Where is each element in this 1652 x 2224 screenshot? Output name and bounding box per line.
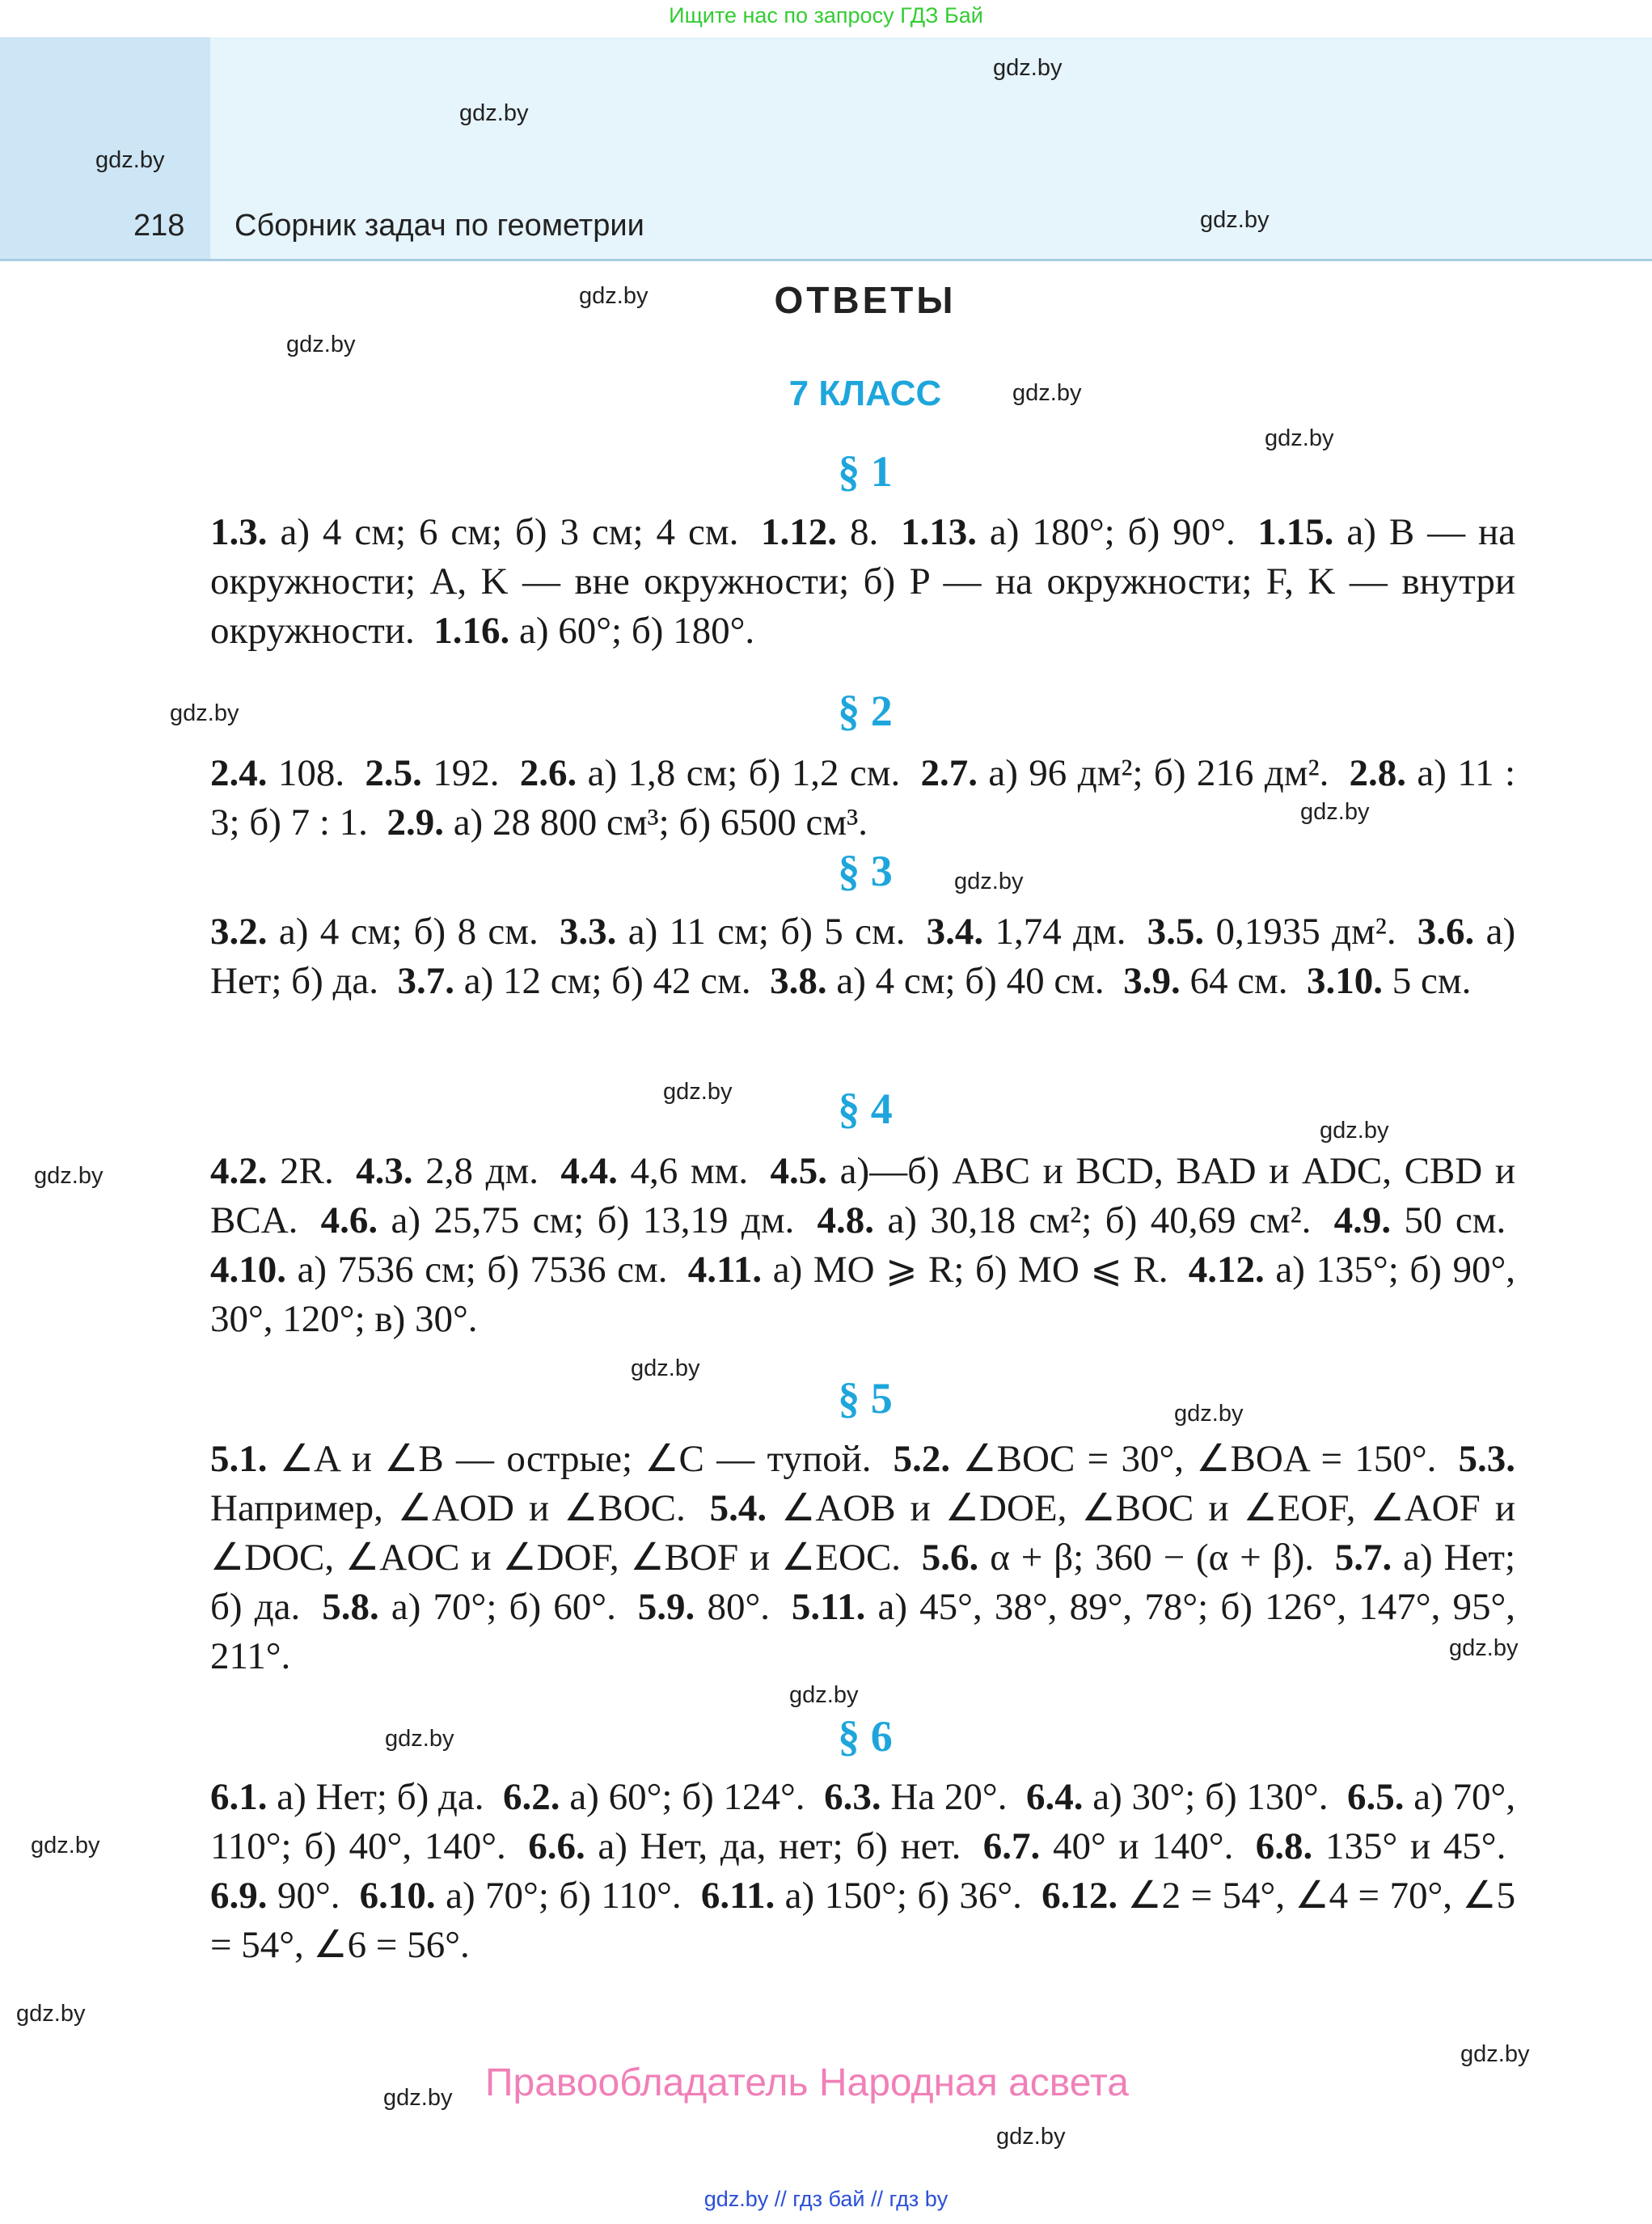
- answer-number: 4.8.: [817, 1199, 874, 1241]
- answer-number: 1.15.: [1257, 511, 1334, 553]
- answer-text: а) Нет; б) да.: [277, 1776, 484, 1818]
- answer-text: а) Нет; б) да.: [210, 1537, 1516, 1628]
- page-number: 218: [133, 209, 185, 243]
- answer-number: 2.9.: [387, 801, 444, 844]
- answer-number: 2.7.: [920, 752, 978, 794]
- answer-text: а) B — на окружности; A, K — вне окружности; б) P — на окружности; F, K — внутри окружности.: [210, 511, 1516, 652]
- answer-text: 64 см.: [1189, 960, 1288, 1002]
- answer-item: [398, 960, 751, 1002]
- answer-item: [210, 911, 539, 953]
- answer-number: 6.10.: [359, 1875, 436, 1917]
- section-heading: § 2: [838, 687, 893, 735]
- answer-number: 4.4.: [560, 1150, 618, 1192]
- answer-text: 0,1935 дм².: [1215, 911, 1396, 953]
- answer-text: а) 12 см; б) 42 см.: [463, 960, 751, 1002]
- answer-text: 192.: [433, 752, 500, 794]
- answer-text: а) 4 см; б) 8 см.: [278, 911, 539, 953]
- watermark: gdz.by: [789, 1682, 859, 1708]
- answer-number: 5.8.: [322, 1586, 379, 1628]
- answer-text: а) 11 см; б) 5 см.: [627, 911, 906, 953]
- watermark: gdz.by: [1320, 1118, 1389, 1144]
- answer-number: 5.7.: [1334, 1537, 1392, 1579]
- answer-item: [210, 1249, 667, 1291]
- answer-text: а) 70°; б) 60°.: [391, 1586, 616, 1628]
- watermark: gdz.by: [993, 55, 1063, 81]
- answer-number: 4.10.: [210, 1249, 286, 1291]
- answer-text: а) Нет; б) да.: [210, 911, 1516, 1002]
- answer-item: [433, 610, 754, 652]
- answer-text: а) 4 см; б) 40 см.: [836, 960, 1105, 1002]
- answer-text: а) 180°; б) 90°.: [989, 511, 1236, 553]
- answer-number: 3.4.: [926, 911, 984, 953]
- answer-number: 4.12.: [1188, 1249, 1265, 1291]
- watermark: gdz.by: [1300, 799, 1370, 825]
- answer-item: [387, 801, 868, 844]
- answer-item: [818, 1199, 1312, 1241]
- answer-item: [920, 752, 1329, 794]
- answer-text: а) 60°; б) 180°.: [518, 610, 755, 652]
- answer-text: 80°.: [707, 1586, 770, 1628]
- section-heading: § 4: [838, 1085, 893, 1133]
- answer-number: 5.2.: [893, 1438, 951, 1480]
- watermark: gdz.by: [34, 1163, 104, 1189]
- answer-text: ∠AOB и ∠DOE, ∠BOC и ∠EOF, ∠AOF и ∠DOC, ∠AOC и ∠DOF, ∠BOF и ∠EOC.: [210, 1487, 1515, 1579]
- answer-number: 6.3.: [824, 1776, 881, 1818]
- answer-number: 6.12.: [1041, 1875, 1118, 1917]
- answer-number: 3.2.: [210, 911, 268, 953]
- answer-item: [210, 1776, 484, 1818]
- answer-item: [922, 1537, 1314, 1579]
- answer-number: 6.9.: [210, 1875, 268, 1917]
- answer-number: 5.1.: [210, 1438, 268, 1480]
- answer-text: а) 30,18 см²; б) 40,69 см².: [887, 1199, 1312, 1241]
- answer-item: [560, 1150, 748, 1192]
- answer-text: 1,74 дм.: [995, 911, 1126, 953]
- answer-item: [528, 1825, 961, 1867]
- answer-number: 6.11.: [700, 1875, 775, 1917]
- answer-number: 4.2.: [210, 1150, 268, 1192]
- answer-number: 5.9.: [637, 1586, 695, 1628]
- answer-number: 5.11.: [791, 1586, 866, 1628]
- section-answers: [210, 1435, 1515, 1681]
- answer-number: 5.3.: [1458, 1438, 1516, 1480]
- answer-number: 4.9.: [1333, 1199, 1392, 1241]
- answer-number: 4.11.: [687, 1249, 763, 1291]
- answer-number: 3.3.: [559, 911, 617, 953]
- answer-text: 8.: [850, 511, 879, 553]
- answer-number: 6.2.: [503, 1776, 560, 1818]
- answer-number: 3.9.: [1123, 960, 1181, 1002]
- answer-number: 1.16.: [433, 610, 510, 652]
- answer-item: [894, 1438, 1437, 1480]
- answer-text: а) 7536 см; б) 7536 см.: [297, 1249, 668, 1291]
- answer-text: а) MO ⩾ R; б) MO ⩽ R.: [772, 1249, 1168, 1291]
- answer-item: [210, 1875, 340, 1917]
- answer-text: 108.: [277, 752, 345, 794]
- answer-number: 6.8.: [1255, 1825, 1313, 1867]
- answer-item: [983, 1825, 1234, 1867]
- watermark: gdz.by: [459, 100, 529, 126]
- answer-text: 50 см.: [1404, 1199, 1506, 1241]
- watermark: gdz.by: [1265, 425, 1334, 451]
- answer-text: 4,6 мм.: [630, 1150, 749, 1192]
- footer-links: gdz.by // гдз бай // гдз by: [703, 2187, 949, 2211]
- answer-item: [560, 911, 906, 953]
- answer-item: [701, 1875, 1022, 1917]
- answer-item: [1334, 1199, 1506, 1241]
- answer-item: [824, 1776, 1007, 1818]
- answer-text: а) 96 дм²; б) 216 дм².: [988, 752, 1329, 794]
- answer-text: ∠2 = 54°, ∠4 = 70°, ∠5 = 54°, ∠6 = 56°.: [210, 1875, 1516, 1966]
- answer-number: 6.6.: [528, 1825, 585, 1867]
- answer-text: 5 см.: [1392, 960, 1472, 1002]
- answer-number: 1.13.: [900, 511, 977, 553]
- answer-text: 40° и 140°.: [1052, 1825, 1234, 1867]
- answer-item: [322, 1586, 616, 1628]
- answer-text: а) 135°; б) 90°, 30°, 120°; в) 30°.: [210, 1249, 1516, 1340]
- running-title: Сборник задач по геометрии: [234, 209, 644, 243]
- answer-item: [1256, 1825, 1506, 1867]
- answer-number: 5.4.: [709, 1487, 767, 1529]
- answer-item: [1307, 960, 1471, 1002]
- answer-number: 2.4.: [210, 752, 268, 794]
- section-heading: § 1: [838, 447, 893, 496]
- answer-text: а) 60°; б) 124°.: [569, 1776, 805, 1818]
- answer-text: а)—б) ABC и BCD, BAD и ADC, CBD и BCA.: [210, 1150, 1516, 1241]
- answer-item: [520, 752, 901, 794]
- watermark: gdz.by: [1460, 2041, 1530, 2067]
- answer-text: Например, ∠AOD и ∠BOC.: [210, 1487, 686, 1529]
- answer-text: 2,8 дм.: [425, 1150, 539, 1192]
- answer-text: а) 11 : 3; б) 7 : 1.: [210, 752, 1516, 844]
- answer-text: ∠BOC = 30°, ∠BOA = 150°.: [962, 1438, 1437, 1480]
- section-answers: [210, 508, 1515, 656]
- answer-number: 6.1.: [210, 1776, 268, 1818]
- answer-number: 6.7.: [982, 1825, 1041, 1867]
- answer-text: α + β; 360 − (α + β).: [990, 1537, 1315, 1579]
- top-banner: Ищите нас по запросу ГДЗ Бай: [669, 3, 983, 27]
- page-title: ОТВЕТЫ: [774, 279, 957, 321]
- answer-number: 4.3.: [356, 1150, 413, 1192]
- watermark: gdz.by: [286, 332, 356, 357]
- answer-item: [1147, 911, 1396, 953]
- answer-text: а) 150°; б) 36°.: [784, 1875, 1022, 1917]
- answer-item: [210, 1150, 334, 1192]
- answer-number: 1.3.: [210, 511, 268, 553]
- answer-text: 90°.: [277, 1875, 340, 1917]
- watermark: gdz.by: [1449, 1635, 1519, 1661]
- answer-number: 2.5.: [365, 752, 422, 794]
- section-heading: § 3: [838, 847, 893, 895]
- answer-number: 4.6.: [320, 1199, 378, 1241]
- answer-item: [210, 1438, 872, 1480]
- answer-item: [688, 1249, 1168, 1291]
- answer-number: 1.12.: [761, 511, 838, 553]
- watermark: gdz.by: [95, 147, 165, 173]
- answer-item: [210, 752, 344, 794]
- answer-item: [927, 911, 1126, 953]
- answer-item: [365, 752, 499, 794]
- publisher-note: Правообладатель Народная асвета: [485, 2061, 1129, 2104]
- answer-item: [356, 1150, 539, 1192]
- answer-text: а) 25,75 см; б) 13,19 дм.: [391, 1199, 795, 1241]
- answer-text: 2R.: [280, 1150, 334, 1192]
- watermark: gdz.by: [1012, 380, 1082, 406]
- answer-text: а) 1,8 см; б) 1,2 см.: [587, 752, 901, 794]
- answer-number: 3.6.: [1417, 911, 1475, 953]
- section-answers: [210, 1147, 1515, 1344]
- answer-number: 2.8.: [1349, 752, 1406, 794]
- answer-number: 4.5.: [770, 1150, 827, 1192]
- answer-item: [210, 511, 738, 553]
- answer-item: [1026, 1776, 1329, 1818]
- answer-number: 2.6.: [519, 752, 577, 794]
- answer-text: а) 4 см; 6 см; б) 3 см; 4 см.: [280, 511, 739, 553]
- section-answers: [210, 1773, 1515, 1970]
- watermark: gdz.by: [631, 1355, 700, 1381]
- answer-number: 5.6.: [921, 1537, 979, 1579]
- answer-number: 3.5.: [1147, 911, 1205, 953]
- answer-number: 6.5.: [1347, 1776, 1405, 1818]
- watermark: gdz.by: [1200, 207, 1270, 233]
- answer-item: [770, 960, 1105, 1002]
- answer-item: [360, 1875, 682, 1917]
- watermark: gdz.by: [663, 1079, 733, 1105]
- watermark: gdz.by: [383, 2085, 453, 2111]
- answer-text: а) 70°, 110°; б) 40°, 140°.: [210, 1776, 1516, 1867]
- watermark: gdz.by: [31, 1833, 100, 1858]
- answer-text: а) Нет, да, нет; б) нет.: [598, 1825, 961, 1867]
- answer-text: На 20°.: [890, 1776, 1008, 1818]
- section-heading: § 6: [838, 1712, 893, 1761]
- answer-text: а) 28 800 см³; б) 6500 см³.: [453, 801, 868, 844]
- answer-item: [901, 511, 1236, 553]
- section-heading: § 5: [838, 1374, 893, 1423]
- watermark: gdz.by: [385, 1726, 454, 1752]
- answer-number: 3.7.: [397, 960, 454, 1002]
- grade-heading: 7 КЛАСС: [788, 374, 942, 413]
- answer-item: [638, 1586, 770, 1628]
- answer-number: 3.10.: [1307, 960, 1384, 1002]
- answer-item: [761, 511, 878, 553]
- answer-text: а) 30°; б) 130°.: [1092, 1776, 1329, 1818]
- watermark: gdz.by: [954, 869, 1024, 894]
- watermark: gdz.by: [16, 2001, 86, 2027]
- answer-item: [321, 1199, 795, 1241]
- watermark: gdz.by: [170, 700, 239, 726]
- answer-item: [1123, 960, 1287, 1002]
- answer-number: 6.4.: [1025, 1776, 1084, 1818]
- answer-text: а) 70°; б) 110°.: [446, 1875, 682, 1917]
- answer-text: а) 45°, 38°, 89°, 78°; б) 126°, 147°, 95°, 211°.: [210, 1586, 1516, 1677]
- watermark: gdz.by: [579, 283, 649, 309]
- section-answers: [210, 907, 1515, 1006]
- answer-text: ∠A и ∠B — острые; ∠C — тупой.: [279, 1438, 872, 1480]
- answer-text: 135° и 45°.: [1325, 1825, 1506, 1867]
- answer-item: [503, 1776, 805, 1818]
- watermark: gdz.by: [1174, 1401, 1244, 1427]
- section-answers: [210, 749, 1515, 848]
- answer-number: 3.8.: [770, 960, 827, 1002]
- watermark: gdz.by: [996, 2124, 1066, 2150]
